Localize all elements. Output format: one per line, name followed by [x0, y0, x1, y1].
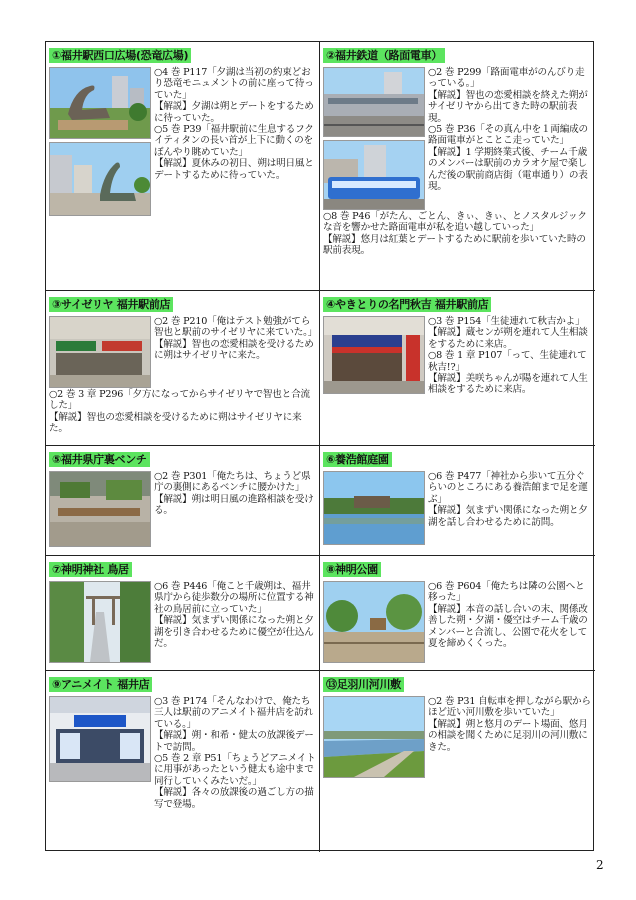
- spot-cell-fukui-station-west-plaza: [46, 42, 320, 291]
- quote-text: ○6 巻 P446「俺こと千歳朔は、福井県庁から徒歩数分の場所に位置する神社の鳥居前に立っていた」: [154, 581, 314, 615]
- explanation-text: 【解説】気まずい関係になった朔と夕湖を引き合わせるために優空が仕込んだ。: [154, 615, 314, 650]
- tram-photo: [323, 140, 425, 210]
- explanation-text: 【解説】智也の恋愛相談を受けるために朔はサイゼリヤに来た。: [154, 338, 314, 362]
- spot-cell-saizeriya: [46, 291, 320, 446]
- spot-title: ⑧神明公園: [323, 562, 381, 577]
- spot-title: ③サイゼリヤ 福井駅前店: [49, 297, 173, 312]
- saizeriya-storefront-photo: [49, 316, 151, 388]
- quote-text: ○4 巻 P117「夕湖は当初の約束どおり恐竜モニュメントの前に座って待っていた」: [154, 67, 314, 101]
- spot-table: [45, 41, 594, 851]
- quote-text: ○2 巻 P210「俺はテスト勉強がてら智也と駅前のサイゼリヤに来ていた。」: [154, 316, 318, 339]
- spot-cell-shinmei-shrine-torii: [46, 556, 320, 671]
- quote-text: ○2 巻 3 章 P296「夕方になってからサイゼリヤで智也と合流した」: [49, 389, 310, 412]
- quote-text: ○2 巻 P31 自転車を押しながら駅からほど近い河川敷を歩いていた」: [428, 696, 591, 719]
- bench-photo: [49, 471, 151, 547]
- explanation-text: 【解説】智也の恋愛相談を受けるために朔はサイゼリヤに来た。: [49, 411, 302, 435]
- spot-title: ④やきとりの名門秋吉 福井駅前店: [323, 297, 491, 312]
- spot-title: ⑦神明神社 鳥居: [49, 562, 132, 577]
- quote-text: ○5 巻 2 章 P51「ちょうどアニメイトに用事があったという健太も途中まで同行していくみたいだ。」: [154, 753, 316, 787]
- quote-text: ○5 巻 P36「その真ん中を１両編成の路面電車がとことこ走っていた」: [428, 124, 588, 147]
- spot-title: ②福井鉄道（路面電車）: [323, 48, 445, 63]
- spot-title: ⑤福井県庁裏ベンチ: [49, 452, 150, 467]
- explanation-text: 【解説】朔は明日風の進路相談を受ける。: [154, 493, 314, 517]
- explanation-text: 【解説】美咲ちゃんが陽を連れて人生相談をするために来店。: [428, 373, 588, 396]
- quote-text: ○6 巻 P477「神社から歩いて五分ぐらいのところにある養浩館まで足を運ぶ」: [428, 471, 588, 505]
- torii-path-photo: [49, 581, 151, 663]
- spot-title: ⑬足羽川河川敷: [323, 677, 404, 692]
- explanation-text: 【解説】気まずい関係になった朔と夕湖を話し合わせるために訪問。: [428, 505, 588, 528]
- dinosaur-plaza-photo: [49, 67, 151, 139]
- spot-cell-yokokan-garden: [320, 446, 595, 556]
- quote-text: ○2 巻 P299「路面電車がのんびり走っている。」: [428, 67, 585, 90]
- explanation-text: 【解説】智也の恋愛相談を終えた朔がサイゼリヤから出てきた時の駅前表現。: [428, 89, 588, 124]
- akiyoshi-storefront-photo: [323, 316, 425, 394]
- quote-text: ○3 巻 P154「生徒連れて秋吉かよ」: [428, 316, 585, 327]
- quote-text: ○6 巻 P604「俺たちは隣の公園へと移った」: [428, 581, 585, 604]
- explanation-text: 【解説】本音の話し合いの末、関係改善した朔・夕湖・優空はチーム千歳のメンバーと合流し、公園で花火をして夏を締めくくった。: [428, 603, 588, 650]
- explanation-text: 【解説】朔と悠月のデート場面、悠月の相談を聞くために足羽川の河川敷にきた。: [428, 718, 588, 753]
- explanation-text: 【解説】夕湖は朔とデートをするために待っていた。: [154, 101, 314, 124]
- spot-title: ①福井駅西口広場(恐竜広場): [49, 48, 191, 63]
- quote-text: ○8 巻 P46「がたん、ごとん、きぃ、きぃ、とノスタルジックな音を響かせた路面電車が私を追い越していった」: [323, 211, 587, 234]
- spot-cell-shinmei-park: [320, 556, 595, 671]
- spot-title: ⑥養浩館庭園: [323, 452, 392, 467]
- explanation-text: 【解説】夏休みの初日、朔は明日風とデートするために待っていた。: [154, 158, 314, 181]
- quote-text: ○8 巻 1 章 P107「って、生徒連れて秋吉!?」: [428, 350, 587, 373]
- spot-cell-akiyoshi: [320, 291, 595, 446]
- quote-text: ○3 巻 P174「そんなわけで、俺たち三人は駅前のアニメイト福井店を訪れている。」: [154, 696, 314, 730]
- spot-cell-asuwa-riverbank: [320, 671, 595, 852]
- animate-storefront-photo: [49, 696, 151, 782]
- explanation-text: 【解説】1 学期終業式後、チーム千歳のメンバーは駅前のカラオケ屋で楽しんだ後の駅前商店街（電車通り）の表現。: [428, 146, 588, 193]
- quote-text: ○2 巻 P301「俺たちは、ちょうど県庁の裏側にあるベンチに腰かけた」: [154, 471, 311, 494]
- fukui-titan-photo: [49, 142, 151, 216]
- explanation-text: 【解説】各々の放課後の過ごし方の描写で登場。: [154, 787, 314, 810]
- riverbank-photo: [323, 696, 425, 778]
- spot-cell-animate: [46, 671, 320, 852]
- explanation-text: 【解説】朔・和希・健太の放課後デートで訪問。: [154, 730, 314, 753]
- explanation-text: 【解説】悠月は紅葉とデートするために駅前を歩いていた時の駅前表現。: [323, 233, 586, 257]
- park-photo: [323, 581, 425, 663]
- spot-cell-fukui-railway: [320, 42, 595, 291]
- quote-text: ○5 巻 P39「福井駅前に生息するフクイティタンの長い首が上下に動くのをぼんやり眺めていた」: [154, 124, 314, 158]
- spot-title: ⑨アニメイト 福井店: [49, 677, 152, 692]
- page-number: 2: [596, 858, 604, 872]
- garden-pond-photo: [323, 471, 425, 545]
- spot-cell-prefectural-office-bench: [46, 446, 320, 556]
- station-building-photo: [323, 67, 425, 137]
- explanation-text: 【解説】蔵センが朔を連れて人生相談をするために来店。: [428, 327, 588, 350]
